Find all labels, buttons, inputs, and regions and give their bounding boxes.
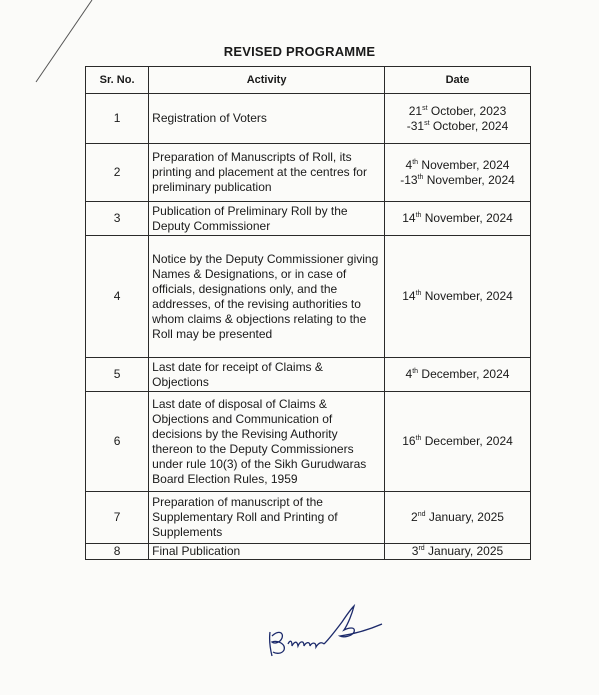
date-day: 31 [410, 118, 425, 133]
header-activity: Activity [149, 67, 385, 94]
cell-sr-no: 5 [86, 358, 149, 392]
cell-sr-no: 4 [86, 236, 149, 358]
cell-date [385, 544, 531, 560]
date-prefix: - [400, 172, 405, 187]
table-body [86, 94, 531, 560]
table-header-row [86, 67, 531, 94]
date-day: 13 [404, 172, 418, 187]
cell-sr-no: 1 [86, 94, 149, 144]
table-row [86, 492, 531, 544]
date-month-year: November, 2024 [418, 157, 510, 172]
date-suffix: th [415, 435, 422, 442]
cell-activity: Publication of Preliminary Roll by the Deputy Commissioner [149, 202, 385, 236]
date-day: 4 [405, 157, 413, 172]
table-row [86, 202, 531, 236]
cell-sr-no: 7 [86, 492, 149, 544]
cell-date [385, 236, 531, 358]
date-line [388, 158, 527, 173]
date-day: 2 [411, 510, 418, 524]
date-day: 3 [411, 544, 419, 558]
date-suffix: th [412, 158, 419, 166]
handwritten-signature [264, 600, 394, 660]
date-month-year: January, 2025 [425, 510, 504, 524]
date-line [388, 173, 527, 188]
date-suffix: th [417, 173, 424, 181]
date-line [388, 211, 527, 226]
date-month-year: November, 2024 [423, 172, 515, 187]
date-month-year: October, 2024 [429, 118, 509, 133]
cell-date [385, 144, 531, 202]
cell-sr-no: 2 [86, 144, 149, 202]
date-day: 14 [402, 211, 416, 225]
date-suffix: st [424, 119, 430, 127]
programme-table [85, 66, 531, 560]
cell-date [385, 94, 531, 144]
date-month-year: November, 2024 [421, 289, 513, 303]
date-suffix: th [412, 368, 419, 375]
cell-date [385, 202, 531, 236]
header-date: Date [385, 67, 531, 94]
date-month-year: October, 2023 [427, 103, 507, 118]
cell-activity: Preparation of manuscript of the Supplementary Roll and Printing of Supplements [149, 492, 385, 544]
cell-date [385, 358, 531, 392]
date-day: 14 [402, 289, 416, 303]
date-month-year: December, 2024 [418, 367, 510, 381]
date-day: 21 [408, 103, 423, 118]
cell-activity: Preparation of Manuscripts of Roll, its printing and placement at the centres for preliminary publication [149, 144, 385, 202]
cell-activity: Last date of disposal of Claims & Objections and Communication of decisions by the Revising Authority thereon to the Deputy Commissioners under rule 10(3) of the Sikh Gurudwaras Board Election Rules, 1959 [149, 392, 385, 492]
cell-activity: Notice by the Deputy Commissioner giving Names & Designations, or in case of officials, designations only, and the addresses, of the revising authorities to whom claims & objections relating to the Roll may be presented [149, 236, 385, 358]
cell-sr-no: 3 [86, 202, 149, 236]
date-line [388, 434, 527, 449]
header-sr-no: Sr. No. [86, 67, 149, 94]
table-row [86, 144, 531, 202]
cell-sr-no: 6 [86, 392, 149, 492]
date-month-year: December, 2024 [421, 434, 513, 448]
date-suffix: st [422, 104, 428, 112]
date-day: 4 [405, 367, 413, 381]
cell-activity: Last date for receipt of Claims & Objections [149, 358, 385, 392]
cell-date [385, 492, 531, 544]
date-line [388, 510, 527, 525]
cell-activity: Final Publication [149, 544, 385, 560]
table-row [86, 392, 531, 492]
date-suffix: nd [417, 511, 426, 518]
date-line [388, 119, 527, 134]
date-line [388, 544, 527, 559]
cell-sr-no: 8 [86, 544, 149, 560]
date-day: 16 [402, 434, 416, 448]
cell-activity: Registration of Voters [149, 94, 385, 144]
table-row [86, 236, 531, 358]
date-month-year: November, 2024 [421, 211, 513, 225]
cell-date [385, 392, 531, 492]
table-row [86, 358, 531, 392]
document-title: REVISED PROGRAMME [223, 44, 376, 59]
date-prefix: - [406, 118, 411, 133]
date-suffix: th [415, 290, 422, 297]
table-row [86, 94, 531, 144]
date-suffix: th [415, 212, 422, 219]
date-line [388, 289, 527, 304]
date-suffix: rd [418, 545, 425, 552]
date-line [388, 104, 527, 119]
date-line [388, 367, 527, 382]
date-month-year: January, 2025 [424, 544, 504, 558]
table-row [86, 544, 531, 560]
